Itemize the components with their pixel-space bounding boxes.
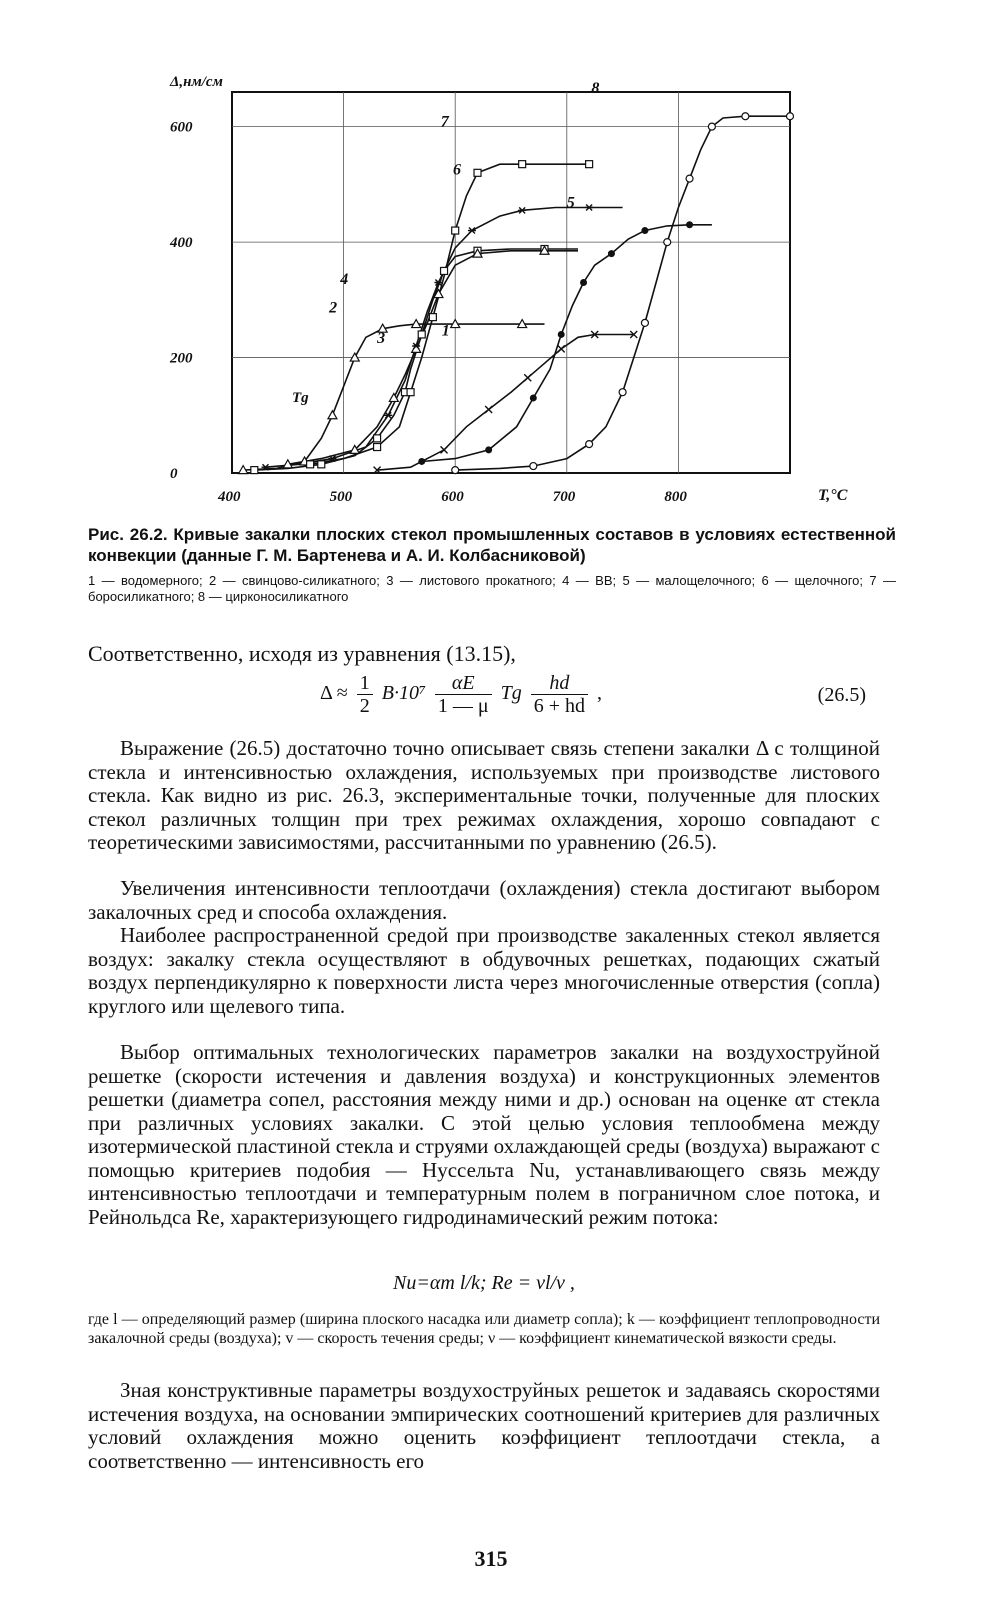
tg-label: Tg — [292, 390, 309, 406]
page-number: 315 — [474, 1546, 508, 1571]
marker-5 — [418, 458, 425, 465]
marker-8 — [530, 463, 537, 470]
paragraph-heat-transfer: Увеличения интенсивности теплоотдачи (охлаждения) стекла достигают выбором закалочных сред и способа охлаждения. — [88, 876, 880, 924]
marker-8 — [619, 389, 626, 396]
curve-label-3: 3 — [377, 330, 386, 348]
formula-f1-den: 2 — [359, 695, 370, 717]
marker-7 — [429, 314, 436, 321]
marker-7 — [407, 389, 414, 396]
plot-frame — [232, 92, 790, 473]
marker-5 — [608, 250, 615, 257]
marker-7 — [452, 227, 459, 234]
y-axis-label: Δ,нм/см — [170, 74, 223, 90]
marker-3 — [441, 267, 448, 274]
y-tick-label: 0 — [170, 466, 178, 482]
formula-tail: , — [597, 682, 603, 705]
chart-markers — [239, 113, 794, 474]
marker-5 — [580, 279, 587, 286]
x-tick-label: 400 — [218, 489, 241, 505]
formula-fraction-ae — [435, 672, 492, 717]
paragraph-air-medium: Наиболее распространенной средой при производстве закаленных стекол является воздух: закалку стекла осуществляют в обдувочных решетках, подающих сжатый воздух перпендикулярно к поверхности листа через многочисленные отверстия (сопла) круглого или щелевого типа. — [88, 923, 880, 1018]
formula-f1-num: 1 — [357, 672, 373, 695]
curve-3 — [254, 249, 578, 470]
marker-5 — [558, 331, 565, 338]
marker-1 — [485, 406, 492, 413]
marker-8 — [586, 441, 593, 448]
curve-label-5: 5 — [566, 194, 575, 212]
x-tick-label: 500 — [329, 489, 353, 505]
marker-6 — [468, 228, 476, 234]
formula-legend: где l — определяющий размер (ширина плоского насадка или диаметр сопла); k — коэффициент теплопроводности закалочной среды (воздуха); v — скорость течения среды; ν — коэффициент кинематической вязкости среды. — [88, 1311, 880, 1347]
marker-7 — [474, 169, 481, 176]
paragraph-parameters: Выбор оптимальных технологических параметров закалки на воздухоструйной решетке (скорости истечения и давления воздуха) и конструкционных элементов решетки (диаметра сопел, расстояния между ними и др.) основан на оценке αт стекла при различных условиях закалки. С этой целью условия теплообмена между изотермической пластиной стекла и струями охлаждающей среды (воздуха) выражают с помощью критериев подобия — Нуссельта Nu, устанавливающего связь между интенсивностью теплоотдачи и температурным полем в пограничном слое потока, и Рейнольдса Re, характеризующего гидродинамический режим потока: — [88, 1040, 881, 1229]
figure-caption-title: Рис. 26.2. Кривые закалки плоских стекол промышленных составов в условиях естественной конвекции (данные Г. М. Бартенева и А. И. Колбасниковой) — [88, 525, 896, 565]
marker-8 — [452, 467, 459, 474]
x-axis-label: T,°C — [818, 487, 848, 504]
marker-1 — [441, 446, 448, 453]
formula-mid: B·10⁷ — [381, 682, 426, 705]
curve-label-6: 6 — [452, 161, 461, 179]
paragraph-intro: Соответственно, исходя из уравнения (13.15), — [88, 641, 516, 666]
y-tick-label: 400 — [170, 235, 193, 252]
y-tick-label: 200 — [170, 350, 193, 367]
marker-6 — [384, 412, 392, 418]
marker-5 — [686, 221, 693, 228]
marker-5 — [641, 227, 648, 234]
curve-7 — [310, 161, 589, 464]
marker-7 — [586, 161, 593, 168]
y-tick-label: 600 — [170, 119, 193, 136]
formula-number: (26.5) — [817, 684, 866, 706]
paragraph-knowing: Зная конструктивные параметры воздухоструйных решеток и задаваясь скоростями истечения воздуха, на основании эмпирических соотношений критериев для различных условий охлаждения можно оценить коэффициент теплоотдачи стекла, а соответственно — интенсивность его — [88, 1378, 880, 1473]
formula-tg: Tg — [500, 682, 522, 705]
marker-3 — [374, 435, 381, 442]
formula-f2-den: 1 — μ — [437, 695, 489, 717]
x-tick-label: 600 — [441, 489, 464, 505]
marker-6 — [585, 204, 593, 210]
figure-caption-legend: 1 — водомерного; 2 — свинцово-силикатного; 3 — листового прокатного; 4 — ВВ; 5 — малощелочного; 6 — щелочного; 7 — боросиликатного; 8 — цирконосиликатного — [88, 573, 896, 604]
formula-f3-num: hd — [531, 672, 588, 695]
curve-label-7: 7 — [440, 113, 449, 131]
curve-label-2: 2 — [329, 299, 338, 317]
marker-8 — [686, 175, 693, 182]
formula-f3-den: 6 + hd — [533, 695, 586, 717]
marker-8 — [664, 239, 671, 246]
curve-8 — [452, 116, 790, 470]
marker-1 — [524, 374, 531, 381]
marker-6 — [518, 207, 526, 213]
marker-8 — [708, 123, 715, 130]
curve-label-8: 8 — [591, 80, 600, 98]
curve-label-4: 4 — [340, 271, 349, 289]
marker-7 — [307, 461, 314, 468]
chart-curves — [243, 113, 790, 470]
marker-5 — [530, 394, 537, 401]
formula-f2-num: αE — [435, 672, 492, 695]
formula-fraction-half — [357, 672, 373, 717]
curve-labels — [328, 80, 599, 347]
chart-grid — [232, 92, 790, 473]
marker-8 — [742, 113, 749, 120]
marker-8 — [641, 319, 648, 326]
curve-label-1: 1 — [441, 322, 450, 340]
marker-3 — [418, 331, 425, 338]
quench-curves-chart — [150, 60, 870, 520]
marker-8 — [787, 113, 794, 120]
formula-nu-re: Nu=αт l/k; Re = vl/ν , — [393, 1272, 575, 1294]
x-tick-label: 700 — [552, 489, 576, 505]
marker-7 — [374, 444, 381, 451]
formula-lhs: Δ ≈ — [320, 682, 348, 705]
marker-3 — [318, 461, 325, 468]
marker-5 — [485, 446, 492, 453]
marker-3 — [251, 467, 258, 474]
marker-2 — [350, 353, 359, 361]
marker-2 — [328, 411, 337, 419]
marker-1 — [558, 345, 565, 352]
marker-7 — [519, 161, 526, 168]
x-tick-label: 800 — [664, 489, 687, 505]
formula-fraction-hd — [531, 672, 588, 717]
paragraph-expression: Выражение (26.5) достаточно точно описывает связь степени закалки Δ с толщиной стекла и интенсивностью охлаждения, используемых при производстве листового стекла. Как видно из рис. 26.3, экспериментальные точки, полученные для плоских стекол различных толщин при трех режимах охлаждения, хорошо совпадают с теоретическими зависимостями, рассчитанными по уравнению (26.5). — [88, 736, 880, 854]
